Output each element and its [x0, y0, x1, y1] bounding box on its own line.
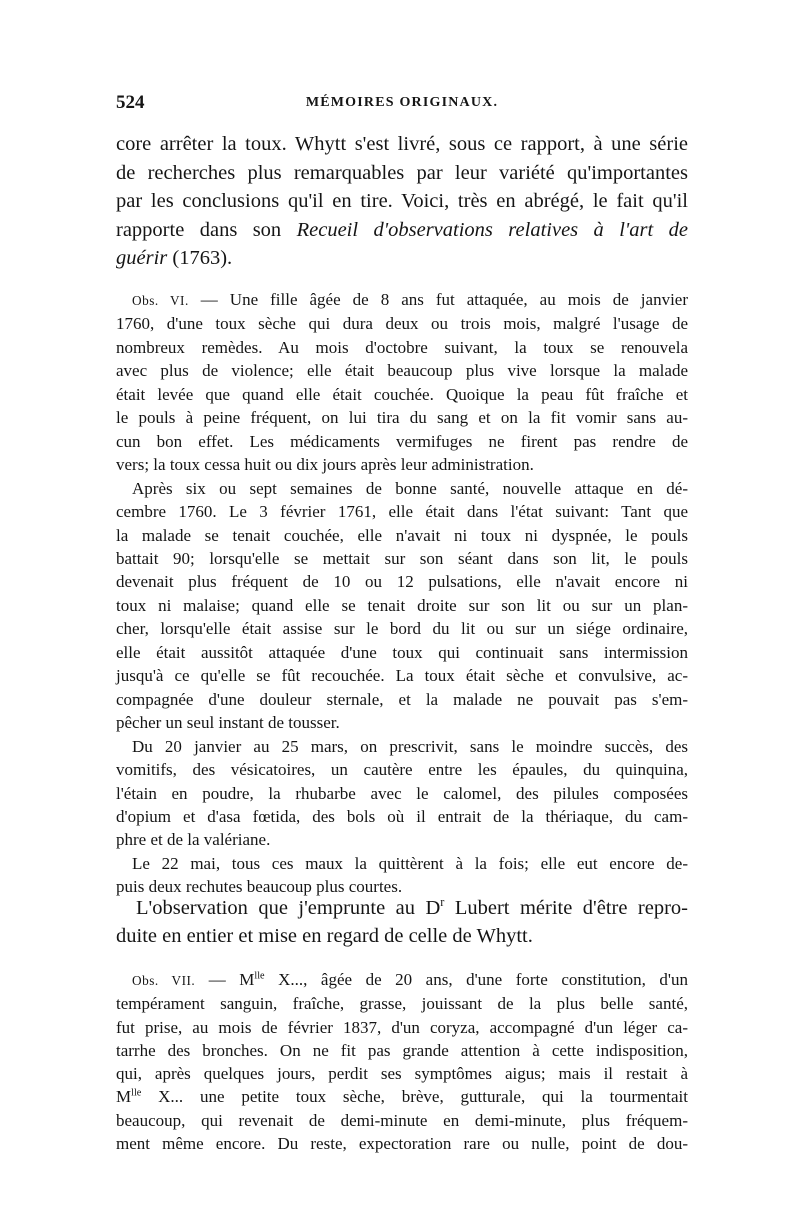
- transition-paragraph: [116, 894, 688, 950]
- book-title: Recueil d'observations relatives à l'art de: [296, 218, 688, 241]
- text-fragment: — M: [195, 970, 255, 989]
- observation-7: [116, 968, 688, 1155]
- superscript: r: [440, 895, 445, 910]
- text-line: beaucoup, qui revenait de demi-minute en demi-minute, plus fréquem-: [116, 1110, 688, 1130]
- text-line: battait 90; lorsqu'elle se mettait sur son séant dans son lit, le pouls: [116, 548, 688, 568]
- observation-label: Obs. VII.: [132, 973, 196, 988]
- text-line: d'opium et d'asa fœtida, des bols où il entrait de la thériaque, du cam-: [116, 806, 688, 826]
- intro-paragraph: [116, 130, 688, 273]
- text-line: elle était aussitôt attaquée d'une toux qui continuait sans intermission: [116, 642, 688, 662]
- text-line: jusqu'à ce qu'elle se fût recouchée. La toux était sèche et convulsive, ac-: [116, 666, 688, 686]
- text-line: par les conclusions qu'il en tire. Voici, très en abrégé, le fait qu'il: [116, 190, 688, 213]
- text-line: pêcher un seul instant de tousser.: [116, 713, 340, 733]
- text-fragment: X..., âgée de 20 ans, d'une forte constitution, d'un: [264, 970, 688, 989]
- text-line: [116, 968, 688, 992]
- text-fragment: M: [116, 1087, 132, 1107]
- text-line: devenait plus fréquent de 10 ou 12 pulsations, elle n'avait encore ni: [116, 572, 688, 592]
- text-line: 1760, d'une toux sèche qui dura deux ou trois mois, malgré l'usage de: [116, 314, 688, 334]
- text-line: [116, 216, 688, 245]
- page-header: [116, 92, 688, 122]
- text-line: Après six ou sept semaines de bonne santé, nouvelle attaque en dé-: [132, 478, 688, 498]
- superscript: lle: [254, 970, 265, 982]
- text-line: core arrêter la toux. Whytt s'est livré, sous ce rapport, à une série: [116, 133, 688, 155]
- text-line: [116, 894, 688, 922]
- observation-6: [116, 288, 688, 899]
- text-fragment: L'observation que j'emprunte au D: [136, 897, 441, 919]
- text-fragment: X... une petite toux sèche, brève, gutturale, qui la tourmentait: [141, 1087, 688, 1107]
- text-line: nombreux remèdes. Au mois d'octobre suivant, la toux se renouvela: [116, 337, 688, 357]
- text-line: phre et de la valériane.: [116, 830, 271, 850]
- text-line: qui, après quelques jours, perdit ses symptômes aigus; mais il restait à: [116, 1064, 688, 1084]
- running-title: MÉMOIRES ORIGINAUX.: [305, 95, 499, 110]
- observation-label: Obs. VI.: [132, 293, 189, 308]
- page-number: 524: [116, 92, 145, 113]
- text-line: fut prise, au mois de février 1837, d'un coryza, accompagné d'un léger ca-: [116, 1017, 688, 1037]
- text-line: vers; la toux cessa huit ou dix jours après leur administration.: [116, 455, 534, 475]
- text-fragment: — Une fille âgée de 8 ans fut attaquée, au mois de janvier: [188, 290, 689, 309]
- book-title-end: guérir: [116, 247, 168, 270]
- text-fragment: Lubert mérite d'être repro-: [444, 897, 688, 919]
- text-line: [116, 288, 688, 312]
- text-line: tarrhe des bronches. On ne fit pas grande attention à cette indisposition,: [116, 1040, 688, 1060]
- text-line: le pouls à peine fréquent, on lui tira du sang et on la fit vomir sans au-: [116, 408, 688, 428]
- text-line: avec plus de violence; elle était beaucoup plus vive lorsque la malade: [116, 361, 688, 381]
- text-line: Le 22 mai, tous ces maux la quittèrent à la fois; elle eut encore de-: [132, 853, 688, 873]
- text-fragment: (1763).: [167, 247, 233, 270]
- text-line: l'étain en poudre, la rhubarbe avec le calomel, des pilules composées: [116, 783, 688, 803]
- text-fragment: rapporte dans son: [116, 218, 297, 241]
- text-line: vomitifs, des vésicatoires, un cautère entre les épaules, du quinquina,: [116, 760, 688, 780]
- text-line: cembre 1760. Le 3 février 1761, elle était dans l'état suivant: Tant que: [116, 502, 688, 522]
- superscript: lle: [131, 1087, 142, 1099]
- text-line: cher, lorsqu'elle était assise sur le bord du lit ou sur un siége ordinaire,: [116, 619, 688, 639]
- text-line: Du 20 janvier au 25 mars, on prescrivit, sans le moindre succès, des: [132, 736, 688, 756]
- text-line: [116, 244, 688, 273]
- text-line: toux ni malaise; quand elle se tenait droite sur son lit ou sur un plan-: [116, 595, 688, 615]
- text-line: de recherches plus remarquables par leur variété qu'importantes: [116, 161, 688, 184]
- text-line: [116, 1085, 688, 1108]
- text-line: était levée que quand elle était couchée. Quoique la peau fût fraîche et: [116, 384, 688, 404]
- text-line: la malade se tenait couchée, elle n'avait ni toux ni dyspnée, le pouls: [116, 525, 688, 545]
- text-line: cun bon effet. Les médicaments vermifuges ne firent pas rendre de: [116, 431, 688, 451]
- text-line: puis deux rechutes beaucoup plus courtes.: [116, 877, 403, 897]
- text-line: compagnée d'une douleur sternale, et la malade ne pouvait pas s'em-: [116, 689, 688, 709]
- text-line: ment même encore. Du reste, expectoration rare ou nulle, point de dou-: [116, 1134, 688, 1154]
- text-line: duite en entier et mise en regard de celle de Whytt.: [116, 925, 533, 947]
- text-line: tempérament sanguin, fraîche, grasse, jouissant de la plus belle santé,: [116, 994, 688, 1014]
